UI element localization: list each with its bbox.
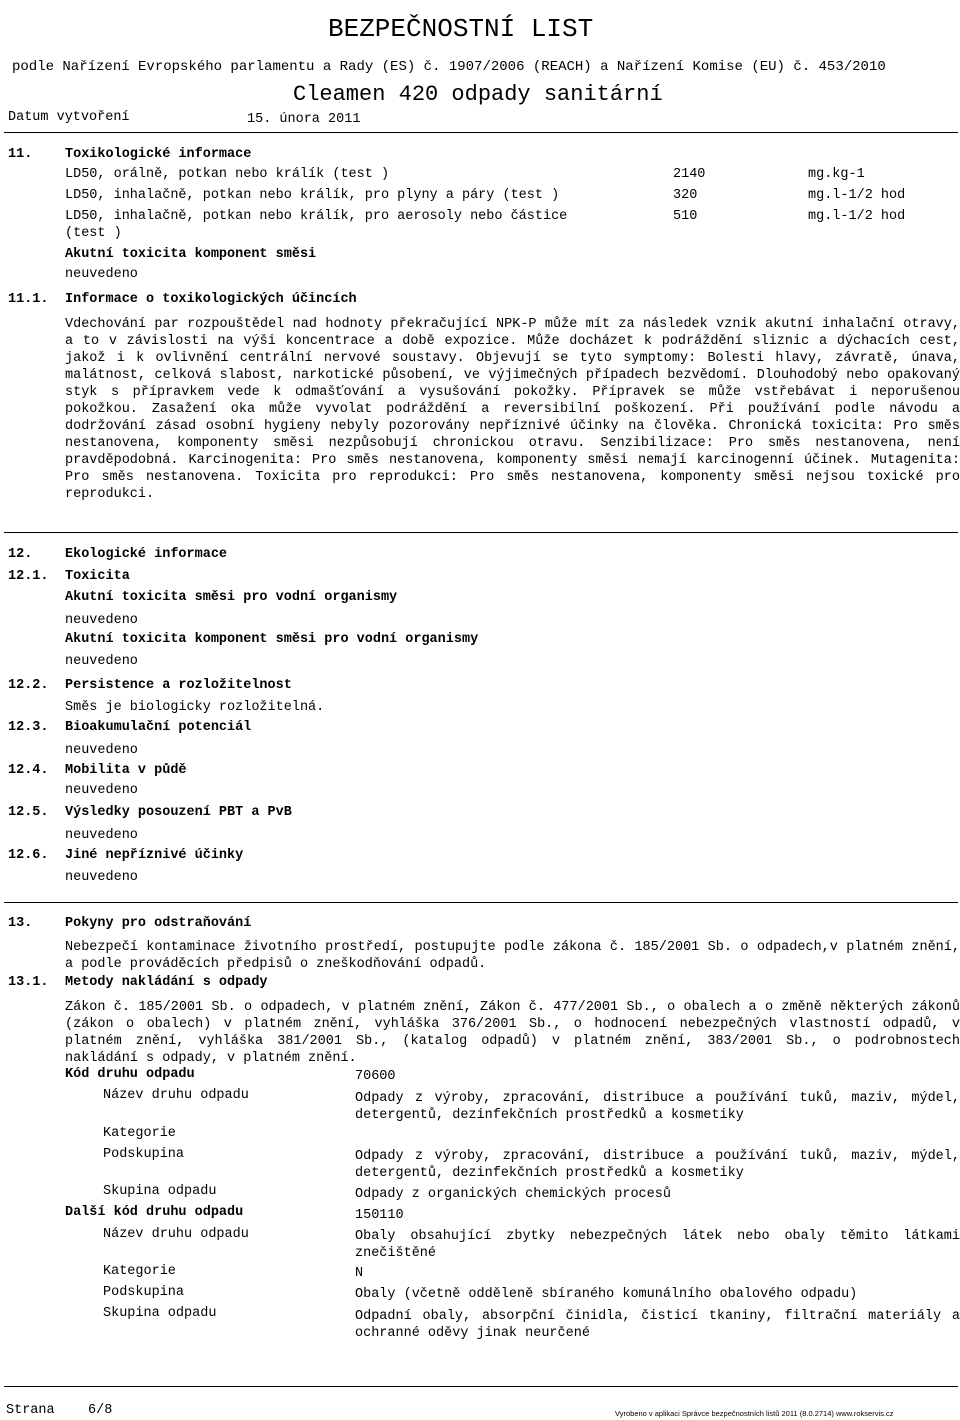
document-title: BEZPEČNOSTNÍ LIST [328, 14, 594, 44]
waste-subgroup-value: Obaly (včetně odděleně sbíraného komunálního obalového odpadu) [355, 1287, 858, 1302]
tox-row-unit: mg.kg-1 [808, 167, 865, 182]
acute-components-value: neuvedeno [65, 267, 138, 282]
tox-row-value: 510 [673, 209, 698, 224]
waste-group-label: Skupina odpadu [103, 1306, 217, 1321]
section-13-number: 13. [8, 916, 33, 931]
section-12-title: Ekologické informace [65, 547, 228, 562]
footer-divider [4, 1386, 958, 1387]
tox-row-unit: mg.l-1/2 hod [808, 209, 906, 224]
page-label: Strana [6, 1403, 55, 1418]
acute-components-aquatic-value: neuvedeno [65, 654, 138, 669]
acute-components-heading: Akutní toxicita komponent směsi [65, 247, 317, 262]
section-12-6-value: neuvedeno [65, 870, 138, 885]
tox-row-value: 2140 [673, 167, 706, 182]
section-12-2-number: 12.2. [8, 678, 49, 693]
date-value: 15. února 2011 [247, 112, 361, 127]
acute-components-aquatic-heading: Akutní toxicita komponent směsi pro vodní organismy [65, 632, 479, 647]
waste-name-label: Název druhu odpadu [103, 1088, 249, 1103]
section-12-number: 12. [8, 547, 33, 562]
toxicology-paragraph: Vdechování par rozpouštědel nad hodnoty překračující NPK-P může mít za následek vznik akutní inhalační otravy, a to v závislosti na výši koncentrace a době expozice. Může docházet k podráždění sliznic a dýchacích cest, jakož i k ovlivnění centrální nervové soustavy. Objevují se tyto symptomy: Bolesti hlavy, závratě, únava, malátnost, celková slabost, narkotické působení, ve výjimečných případech bezvědomí. Dlouhodobý nebo opakovaný styk s přípravkem vede k odmašťování a vysušování pokožky. Přípravek se může vstřebávat i neporušenou pokožkou. Zasažení oka může vyvolat podráždění a reversibilní poškození. Při používání podle návodu a dodržování zásad osobní hygieny nebyly pozorovány nepříznivé účinky na člověka. Chronická toxicita: Pro směs nestanovena, komponenty směsi nezpůsobují chronickou otravu. Senzibilizace: Pro směs nestanovena, není pravděpodobná. Karcinogenita: Pro směs nestanovena, komponenty směsi nemají karcinogenní účinek. Mutagenita: Pro směs nestanovena. Toxicita pro reprodukci: Pro směs nestanovena, komponenty směsi nejsou toxické pro reprodukci. [65, 317, 960, 502]
tox-row-label: LD50, inhalačně, potkan nebo králík, pro plyny a páry (test ) [65, 188, 560, 203]
waste-category-value: N [355, 1266, 364, 1281]
section-12-3-title: Bioakumulační potenciál [65, 720, 252, 735]
section-11-1-title: Informace o toxikologických účincích [65, 292, 357, 307]
section-12-3-number: 12.3. [8, 720, 49, 735]
section-divider [4, 902, 958, 903]
section-12-2-title: Persistence a rozložitelnost [65, 678, 292, 693]
page-number: 6/8 [88, 1403, 113, 1418]
waste-category-label: Kategorie [103, 1264, 176, 1279]
waste-code-label: Další kód druhu odpadu [65, 1205, 244, 1220]
section-12-4-title: Mobilita v půdě [65, 763, 187, 778]
waste-subgroup-label: Podskupina [103, 1147, 185, 1162]
acute-mixture-aquatic-heading: Akutní toxicita směsi pro vodní organismy [65, 590, 398, 605]
waste-code-label: Kód druhu odpadu [65, 1067, 195, 1082]
section-12-6-title: Jiné nepříznivé účinky [65, 848, 244, 863]
generator-note: Vyrobeno v aplikaci Správce bezpečnostních listů 2011 (8.0.2714) www.rokservis.cz [615, 1409, 894, 1418]
section-12-5-number: 12.5. [8, 805, 49, 820]
section-12-2-value: Směs je biologicky rozložitelná. [65, 700, 325, 715]
section-12-5-value: neuvedeno [65, 828, 138, 843]
section-11-1-number: 11.1. [8, 292, 49, 307]
section-12-4-number: 12.4. [8, 763, 49, 778]
disposal-laws: Zákon č. 185/2001 Sb. o odpadech, v platném znění, Zákon č. 477/2001 Sb., o obalech a o změně některých zákonů (zákon o obalech) v platném znění, vyhláška 376/2001 Sb., o hodnocení nebezpečných vlastností odpadů, v platném znění, vyhláška 381/2001 Sb., (katalog odpadů) v platném znění, 383/2001 Sb., o podrobnostech nakládání s odpady, v platném znění. [65, 1000, 960, 1066]
section-13-1-title: Metody nakládání s odpady [65, 975, 268, 990]
waste-group-value: Odpadní obaly, absorpční činidla, čisticí tkaniny, filtrační materiály a ochranné oděvy jinak neurčené [355, 1309, 960, 1341]
header-divider [4, 132, 958, 133]
regulation-line: podle Nařízení Evropského parlamentu a Rady (ES) č. 1907/2006 (REACH) a Nařízení Komise (EU) č. 453/2010 [12, 59, 886, 75]
section-11-title: Toxikologické informace [65, 147, 252, 162]
section-12-3-value: neuvedeno [65, 743, 138, 758]
waste-group-label: Skupina odpadu [103, 1184, 217, 1199]
section-13-title: Pokyny pro odstraňování [65, 916, 252, 931]
tox-row-label: LD50, inhalačně, potkan nebo králík, pro aerosoly nebo částice [65, 209, 568, 224]
section-12-1-number: 12.1. [8, 569, 49, 584]
waste-subgroup-value: Odpady z výroby, zpracování, distribuce a používání tuků, maziv, mýdel, detergentů, dezinfekčních prostředků a kosmetiky [355, 1149, 960, 1181]
waste-category-label: Kategorie [103, 1126, 176, 1141]
waste-code-value: 70600 [355, 1069, 396, 1084]
section-12-1-title: Toxicita [65, 569, 130, 584]
waste-name-value: Odpady z výroby, zpracování, distribuce a používání tuků, maziv, mýdel, detergentů, dezinfekčních prostředků a kosmetiky [355, 1091, 960, 1123]
section-12-6-number: 12.6. [8, 848, 49, 863]
section-divider [4, 532, 958, 533]
tox-row-label: LD50, orálně, potkan nebo králík (test ) [65, 167, 390, 182]
section-11-number: 11. [8, 147, 33, 162]
acute-mixture-aquatic-value: neuvedeno [65, 613, 138, 628]
tox-row-value: 320 [673, 188, 698, 203]
section-12-4-value: neuvedeno [65, 783, 138, 798]
waste-group-value: Odpady z organických chemických procesů [355, 1187, 671, 1202]
disposal-intro: Nebezpečí kontaminace životního prostředí, postupujte podle zákona č. 185/2001 Sb. o odpadech,v platném znění, a podle prováděcích předpisů o zneškodňování odpadů. [65, 940, 960, 972]
product-name: Cleamen 420 odpady sanitární [293, 82, 663, 107]
tox-row-label-continued: (test ) [65, 226, 122, 241]
section-12-5-title: Výsledky posouzení PBT a PvB [65, 805, 292, 820]
waste-name-value: Obaly obsahující zbytky nebezpečných látek nebo obaly těmito látkami znečištěné [355, 1229, 960, 1261]
section-13-1-number: 13.1. [8, 975, 49, 990]
date-label: Datum vytvoření [8, 110, 130, 125]
tox-row-unit: mg.l-1/2 hod [808, 188, 906, 203]
waste-code-value: 150110 [355, 1208, 404, 1223]
waste-subgroup-label: Podskupina [103, 1285, 185, 1300]
waste-name-label: Název druhu odpadu [103, 1227, 249, 1242]
